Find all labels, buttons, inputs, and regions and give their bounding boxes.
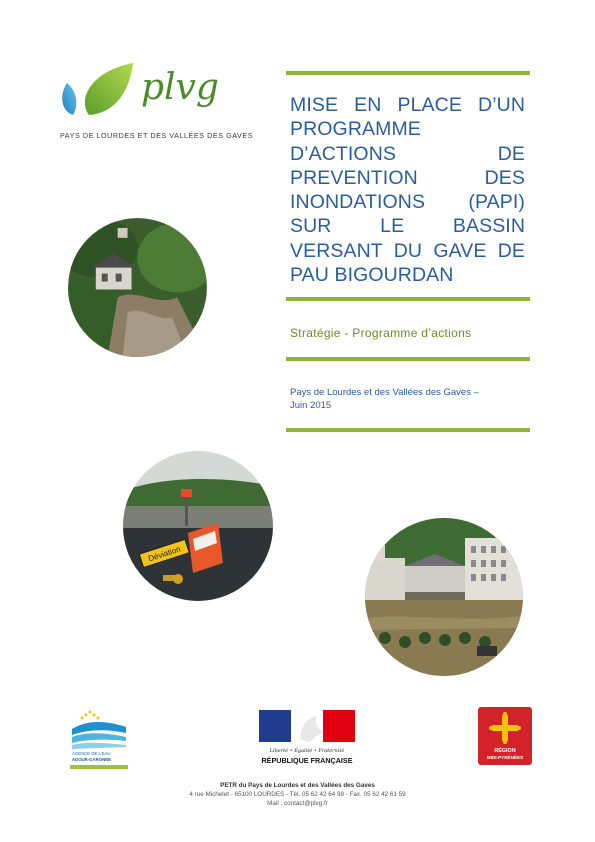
region-midi-pyrenees-logo [478,707,532,765]
deviation-sign-text: Déviation [147,544,182,564]
road-closed-photo [123,451,273,601]
document-subtitle: Stratégie - Programme d’actions [290,326,472,340]
agence-line1: AGENCE DE L’EAU [72,751,111,756]
document-title: MISE EN PLACE D’UN PROGRAMME D’ACTIONS DE PREVENTION DES INONDATIONS (PAPI) SUR LE BASSIN VERSANT DU GAVE DE PAU BIGOURDAN [290,94,525,287]
footer-contact: 4 rue Michelet - 65100 LOURDES - Tél. 05 62 42 64 98 - Fax. 05 62 42 61 59 [189,791,406,798]
republique-francaise-logo [259,710,355,768]
subtitle-rule [286,357,530,361]
rf-name: RÉPUBLIQUE FRANÇAISE [261,756,353,765]
org-line: Pays de Lourdes et des Vallées des Gaves – [290,387,479,398]
org-date [290,386,510,412]
rf-motto: Liberté • Égalité • Fraternité [269,748,345,754]
region-line2: MIDI-PYRÉNÉES [486,755,524,760]
footer-org: PETR du Pays de Lourdes et des Vallées des Gaves [220,782,375,789]
green-leaf-icon [85,63,133,115]
agence-eau-logo [68,707,130,771]
flood-house-photo [68,218,207,357]
region-line1: RÉGION [494,748,516,754]
title-rule [286,297,530,301]
date-line: Juin 2015 [290,400,332,411]
logo-subtitle: PAYS DE LOURDES ET DES VALLÉES DES GAVES [60,131,254,140]
flooded-town-photo [365,518,523,676]
agence-line2: ADOUR-GARONNE [72,757,112,762]
top-rule [286,71,530,75]
footer-address [120,781,475,808]
blue-drop-icon [62,83,76,115]
logo-wordmark: plvg [141,67,219,108]
footer-mail: Mail : contact@plvg.fr [267,800,328,807]
bottom-rule [286,428,530,432]
